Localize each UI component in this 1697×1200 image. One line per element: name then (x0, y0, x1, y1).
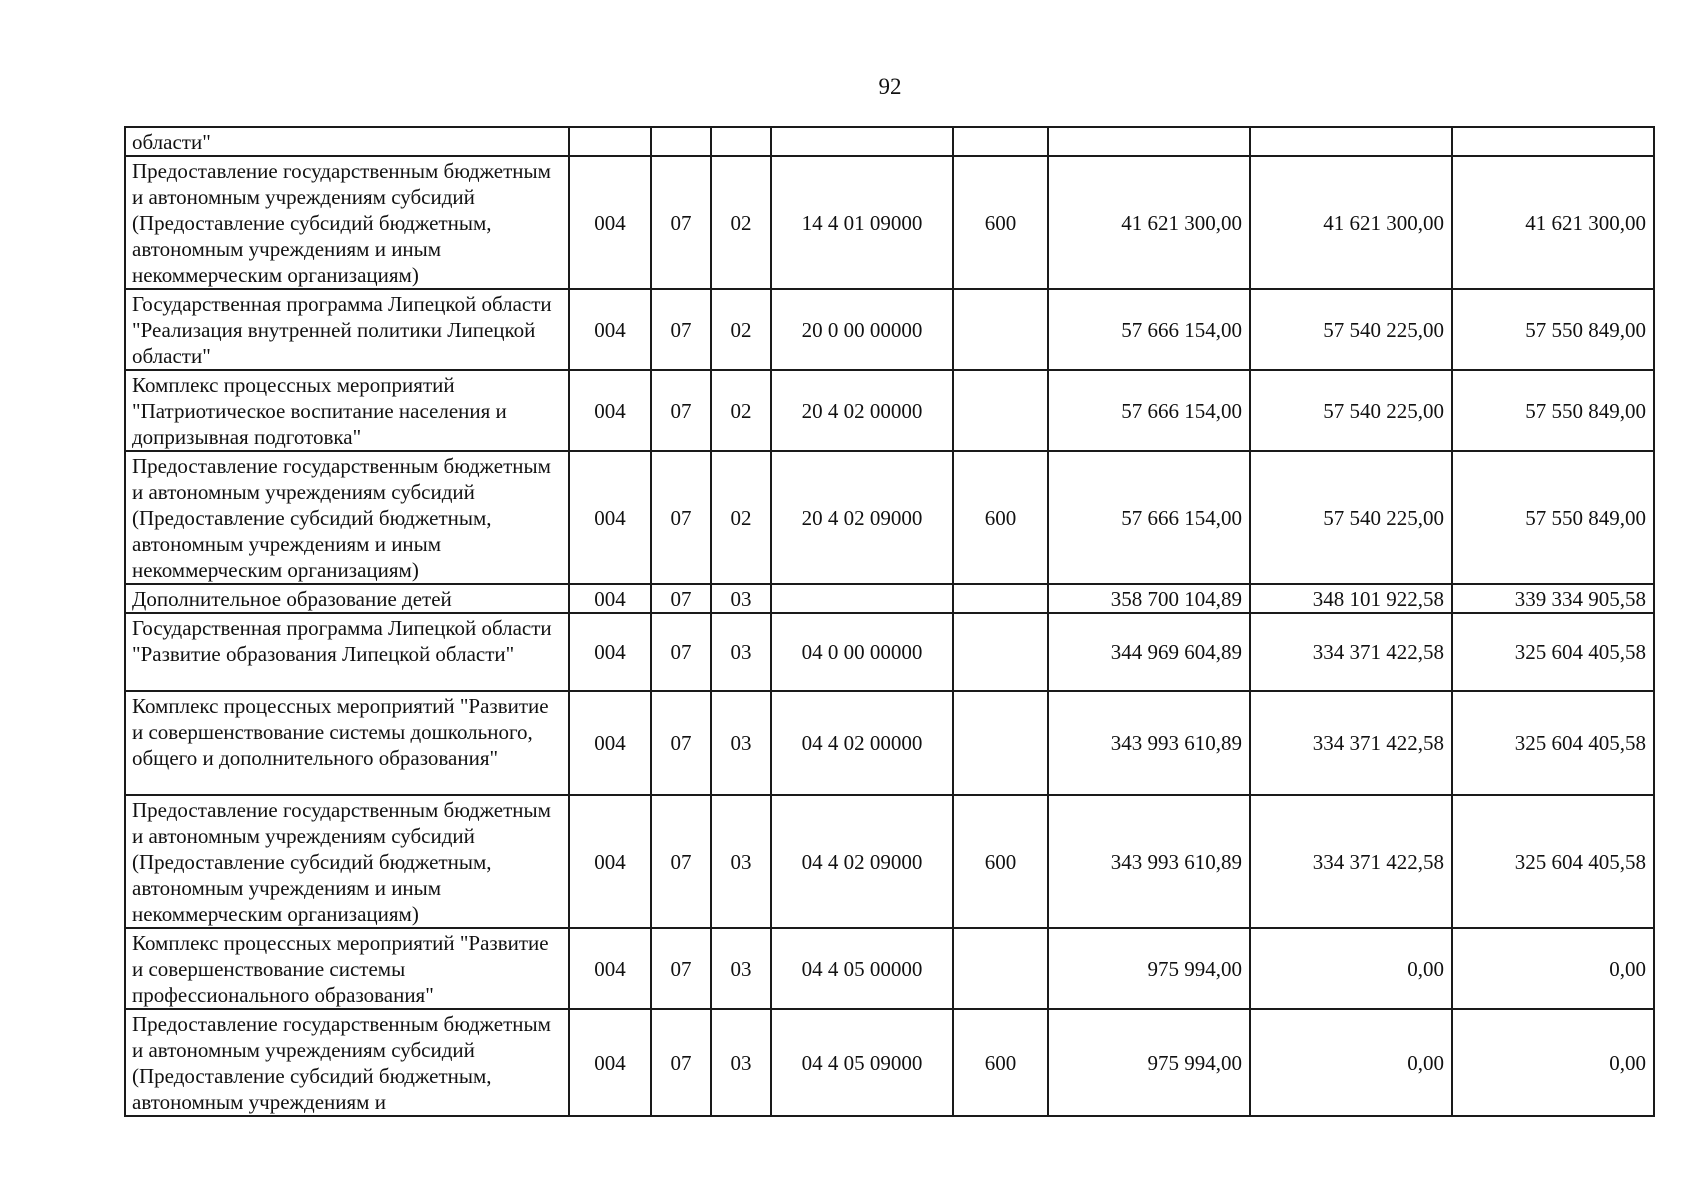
sum-year-1-cell: 344 969 604,89 (1048, 613, 1250, 691)
sum-year-2-cell: 348 101 922,58 (1250, 584, 1452, 613)
dept-code-cell: 004 (569, 1009, 651, 1116)
table-row (125, 691, 1654, 795)
subsection-code-cell: 03 (711, 584, 771, 613)
expense-type-cell (953, 691, 1048, 795)
dept-code-cell: 004 (569, 156, 651, 289)
sum-year-3-cell: 57 550 849,00 (1452, 451, 1654, 584)
sum-year-3-cell: 339 334 905,58 (1452, 584, 1654, 613)
row-name-cell: Комплекс процессных мероприятий "Развитие и совершенствование системы дошкольного, общего и дополнительного образования" (125, 691, 569, 795)
sum-year-2-cell: 41 621 300,00 (1250, 156, 1452, 289)
page-number: 92 (878, 74, 902, 99)
row-name-cell: Предоставление государственным бюджетным и автономным учреждениям субсидий (Предоставление субсидий бюджетным, автономным учреждениям и иным некоммерческим организациям) (125, 795, 569, 928)
target-article-cell: 04 4 05 09000 (771, 1009, 953, 1116)
sum-year-3-cell (1452, 127, 1654, 156)
table-row (125, 451, 1654, 584)
dept-code-cell: 004 (569, 928, 651, 1009)
dept-code-cell: 004 (569, 613, 651, 691)
table-row (125, 928, 1654, 1009)
target-article-cell: 04 4 02 09000 (771, 795, 953, 928)
target-article-cell: 20 4 02 00000 (771, 370, 953, 451)
subsection-code-cell: 02 (711, 370, 771, 451)
row-name-cell: области" (125, 127, 569, 156)
sum-year-1-cell: 975 994,00 (1048, 1009, 1250, 1116)
table-row (125, 370, 1654, 451)
row-name-cell: Государственная программа Липецкой области "Реализация внутренней политики Липецкой области" (125, 289, 569, 370)
sum-year-1-cell: 57 666 154,00 (1048, 451, 1250, 584)
dept-code-cell: 004 (569, 289, 651, 370)
budget-table-wrapper (124, 126, 1655, 1117)
table-row (125, 1009, 1654, 1116)
table-row (125, 156, 1654, 289)
sum-year-1-cell: 975 994,00 (1048, 928, 1250, 1009)
sum-year-1-cell: 343 993 610,89 (1048, 795, 1250, 928)
expense-type-cell: 600 (953, 795, 1048, 928)
expense-type-cell: 600 (953, 451, 1048, 584)
dept-code-cell: 004 (569, 451, 651, 584)
section-code-cell: 07 (651, 451, 711, 584)
row-name-cell: Комплекс процессных мероприятий "Развитие и совершенствование системы профессионального образования" (125, 928, 569, 1009)
expense-type-cell (953, 613, 1048, 691)
sum-year-2-cell: 0,00 (1250, 1009, 1452, 1116)
sum-year-2-cell: 334 371 422,58 (1250, 691, 1452, 795)
sum-year-3-cell: 0,00 (1452, 1009, 1654, 1116)
table-row (125, 289, 1654, 370)
subsection-code-cell: 02 (711, 451, 771, 584)
expense-type-cell: 600 (953, 1009, 1048, 1116)
table-row (125, 127, 1654, 156)
section-code-cell: 07 (651, 370, 711, 451)
sum-year-1-cell: 57 666 154,00 (1048, 370, 1250, 451)
subsection-code-cell: 02 (711, 289, 771, 370)
section-code-cell (651, 127, 711, 156)
row-name-cell: Государственная программа Липецкой области "Развитие образования Липецкой области" (125, 613, 569, 691)
budget-table-body (125, 127, 1654, 1116)
sum-year-2-cell: 57 540 225,00 (1250, 451, 1452, 584)
subsection-code-cell: 03 (711, 691, 771, 795)
sum-year-1-cell: 358 700 104,89 (1048, 584, 1250, 613)
sum-year-1-cell: 57 666 154,00 (1048, 289, 1250, 370)
target-article-cell: 20 4 02 09000 (771, 451, 953, 584)
sum-year-2-cell (1250, 127, 1452, 156)
target-article-cell: 20 0 00 00000 (771, 289, 953, 370)
expense-type-cell (953, 370, 1048, 451)
budget-table (124, 126, 1655, 1117)
sum-year-3-cell: 325 604 405,58 (1452, 613, 1654, 691)
section-code-cell: 07 (651, 289, 711, 370)
sum-year-1-cell: 41 621 300,00 (1048, 156, 1250, 289)
row-name-cell: Предоставление государственным бюджетным и автономным учреждениям субсидий (Предоставление субсидий бюджетным, автономным учреждениям и (125, 1009, 569, 1116)
dept-code-cell: 004 (569, 795, 651, 928)
sum-year-1-cell (1048, 127, 1250, 156)
section-code-cell: 07 (651, 928, 711, 1009)
section-code-cell: 07 (651, 613, 711, 691)
target-article-cell: 14 4 01 09000 (771, 156, 953, 289)
target-article-cell: 04 4 05 00000 (771, 928, 953, 1009)
dept-code-cell: 004 (569, 584, 651, 613)
subsection-code-cell: 03 (711, 928, 771, 1009)
row-name-cell: Дополнительное образование детей (125, 584, 569, 613)
row-name-cell: Предоставление государственным бюджетным и автономным учреждениям субсидий (Предоставление субсидий бюджетным, автономным учреждениям и иным некоммерческим организациям) (125, 156, 569, 289)
sum-year-3-cell: 0,00 (1452, 928, 1654, 1009)
subsection-code-cell (711, 127, 771, 156)
sum-year-1-cell: 343 993 610,89 (1048, 691, 1250, 795)
section-code-cell: 07 (651, 1009, 711, 1116)
row-name-cell: Предоставление государственным бюджетным и автономным учреждениям субсидий (Предоставление субсидий бюджетным, автономным учреждениям и иным некоммерческим организациям) (125, 451, 569, 584)
table-row (125, 613, 1654, 691)
section-code-cell: 07 (651, 795, 711, 928)
expense-type-cell (953, 584, 1048, 613)
section-code-cell: 07 (651, 584, 711, 613)
subsection-code-cell: 03 (711, 795, 771, 928)
expense-type-cell (953, 289, 1048, 370)
sum-year-3-cell: 41 621 300,00 (1452, 156, 1654, 289)
sum-year-3-cell: 325 604 405,58 (1452, 691, 1654, 795)
target-article-cell (771, 584, 953, 613)
expense-type-cell: 600 (953, 156, 1048, 289)
subsection-code-cell: 02 (711, 156, 771, 289)
sum-year-3-cell: 57 550 849,00 (1452, 289, 1654, 370)
target-article-cell: 04 4 02 00000 (771, 691, 953, 795)
target-article-cell: 04 0 00 00000 (771, 613, 953, 691)
row-name-cell: Комплекс процессных мероприятий "Патриотическое воспитание населения и допризывная подготовка" (125, 370, 569, 451)
dept-code-cell: 004 (569, 691, 651, 795)
sum-year-2-cell: 334 371 422,58 (1250, 613, 1452, 691)
sum-year-2-cell: 57 540 225,00 (1250, 289, 1452, 370)
subsection-code-cell: 03 (711, 613, 771, 691)
expense-type-cell (953, 127, 1048, 156)
dept-code-cell (569, 127, 651, 156)
dept-code-cell: 004 (569, 370, 651, 451)
sum-year-3-cell: 57 550 849,00 (1452, 370, 1654, 451)
sum-year-2-cell: 0,00 (1250, 928, 1452, 1009)
expense-type-cell (953, 928, 1048, 1009)
table-row (125, 584, 1654, 613)
sum-year-2-cell: 334 371 422,58 (1250, 795, 1452, 928)
target-article-cell (771, 127, 953, 156)
section-code-cell: 07 (651, 156, 711, 289)
sum-year-3-cell: 325 604 405,58 (1452, 795, 1654, 928)
sum-year-2-cell: 57 540 225,00 (1250, 370, 1452, 451)
subsection-code-cell: 03 (711, 1009, 771, 1116)
table-row (125, 795, 1654, 928)
section-code-cell: 07 (651, 691, 711, 795)
